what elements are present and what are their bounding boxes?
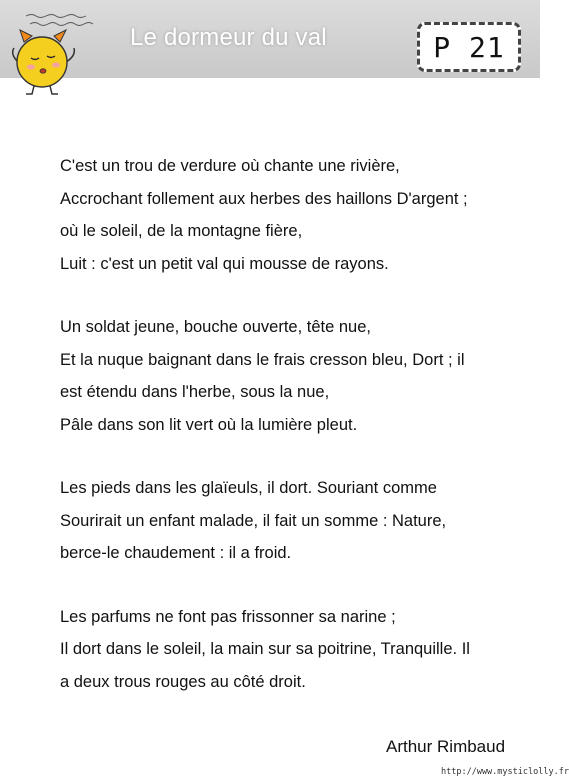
poem-line: C'est un trou de verdure où chante une rivière,: [60, 157, 400, 175]
poem-line: Et la nuque baignant dans le frais cresson bleu, Dort ; il: [60, 350, 465, 369]
sleepy-mascot-icon: [4, 4, 116, 100]
poem-line: Sourirait un enfant malade, il fait un somme : Nature,: [60, 511, 447, 530]
poem-stanza: [60, 311, 520, 441]
poem-line: Les pieds dans les glaïeuls, il dort. Souriant comme: [60, 479, 437, 497]
poem-line: est étendu dans l'herbe, sous la nue,: [60, 383, 330, 401]
poem-line: Il dort dans le soleil, la main sur sa poitrine, Tranquille. Il: [60, 640, 470, 658]
footer-url[interactable]: http://www.mysticlolly.fr: [441, 767, 569, 777]
poem-line: où le soleil, de la montagne fière,: [60, 222, 303, 240]
page-number-badge: P 21: [417, 22, 521, 72]
poem-line: Luit : c'est un petit val qui mousse de rayons.: [60, 254, 389, 273]
poem-stanza: [60, 472, 520, 570]
poem-body: [60, 150, 520, 729]
poem-line: Un soldat jeune, bouche ouverte, tête nue,: [60, 318, 371, 336]
author-name: Arthur Rimbaud: [386, 737, 506, 756]
poem-line: Pâle dans son lit vert où la lumière pleut.: [60, 415, 358, 434]
poem-line: Les parfums ne font pas frissonner sa narine ;: [60, 607, 396, 626]
poem-stanza: [60, 150, 520, 280]
poem-line: berce-le chaudement : il a froid.: [60, 544, 292, 562]
poem-stanza: [60, 601, 520, 699]
page-title: Le dormeur du val: [130, 24, 327, 51]
poem-line: Accrochant follement aux herbes des haillons D'argent ;: [60, 189, 468, 208]
poem-line: a deux trous rouges au côté droit.: [60, 672, 306, 691]
